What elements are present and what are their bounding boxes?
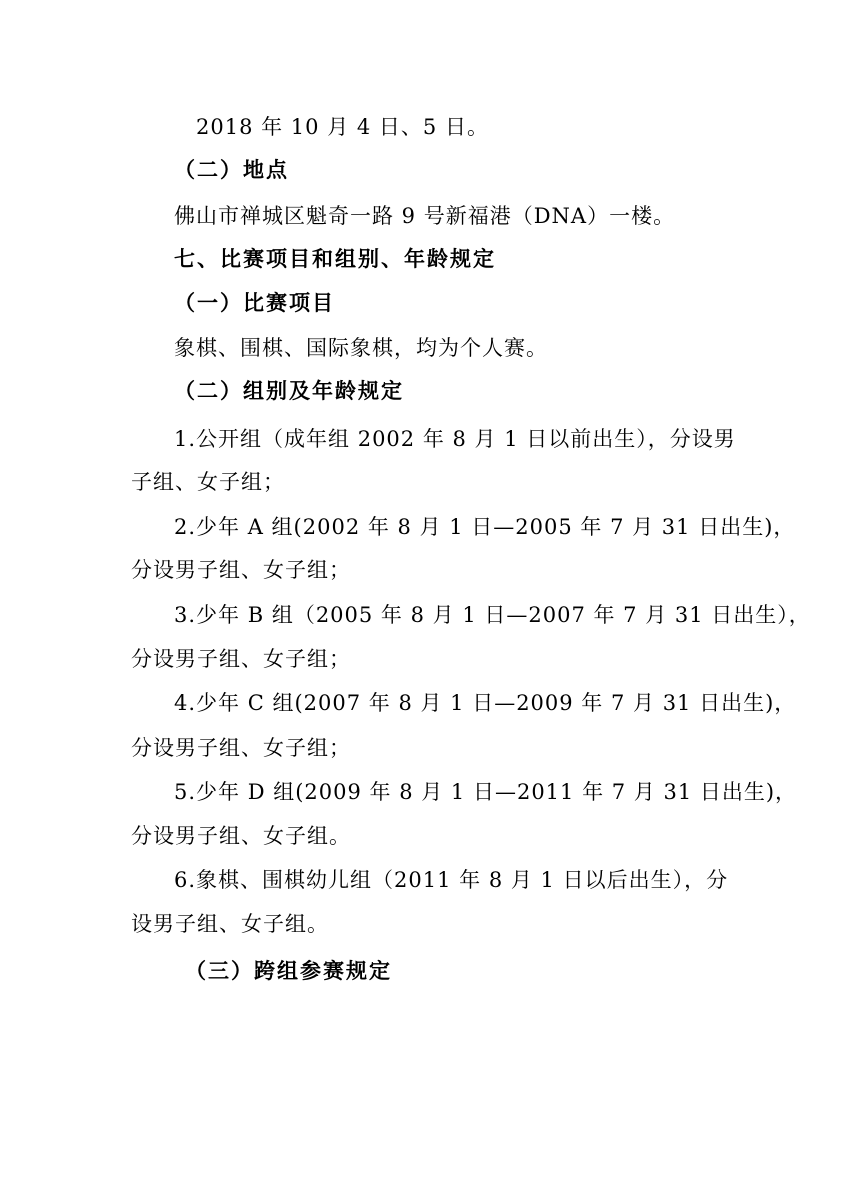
group-item-4: 4.少年 C 组(2007 年 8 月 1 日—2009 年 7 月 31 日出生)，: [174, 691, 797, 715]
section-heading-events: （一）比赛项目: [174, 291, 335, 315]
group-item-2: 2.少年 A 组(2002 年 8 月 1 日—2005 年 7 月 31 日出生)，: [174, 515, 796, 539]
group-item-2-cont: 分设男子组、女子组；: [131, 558, 351, 582]
group-item-3-cont: 分设男子组、女子组；: [131, 647, 351, 671]
group-item-6-cont: 设男子组、女子组。: [131, 912, 329, 936]
location-text: 佛山市禅城区魁奇一路 9 号新福港（DNA）一楼。: [174, 204, 676, 228]
group-item-3: 3.少年 B 组（2005 年 8 月 1 日—2007 年 7 月 31 日出生），: [174, 603, 811, 627]
group-item-1: 1.公开组（成年组 2002 年 8 月 1 日以前出生），分设男: [174, 427, 736, 451]
group-item-5-cont: 分设男子组、女子组。: [131, 824, 351, 848]
group-item-6: 6.象棋、围棋幼儿组（2011 年 8 月 1 日以后出生），分: [174, 868, 729, 892]
group-item-1-cont: 子组、女子组；: [131, 470, 285, 494]
group-item-5: 5.少年 D 组(2009 年 8 月 1 日—2011 年 7 月 31 日出生)，: [174, 780, 798, 804]
date-text: 2018 年 10 月 4 日、5 日。: [196, 115, 489, 139]
section-heading-cross-group: （三）跨组参赛规定: [185, 959, 392, 983]
group-item-4-cont: 分设男子组、女子组；: [131, 736, 351, 760]
events-text: 象棋、围棋、国际象棋，均为个人赛。: [174, 336, 548, 360]
chapter-heading-events: 七、比赛项目和组别、年龄规定: [174, 247, 496, 271]
section-heading-groups: （二）组别及年龄规定: [174, 379, 404, 403]
section-heading-location: （二）地点: [174, 158, 289, 182]
